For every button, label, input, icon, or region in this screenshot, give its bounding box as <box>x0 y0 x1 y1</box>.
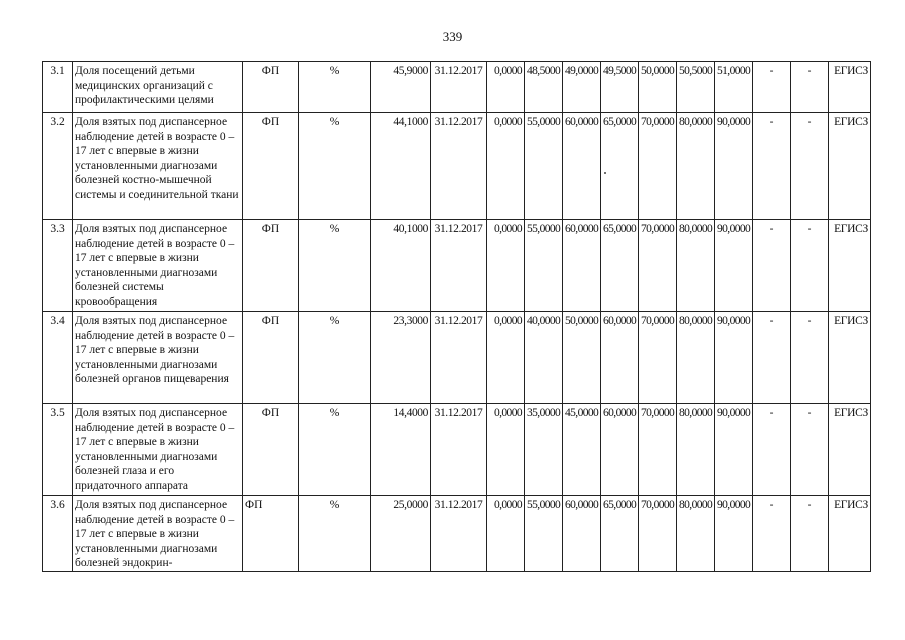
unit-of-measure: % <box>299 220 371 312</box>
data-source: ЕГИСЗ <box>829 312 871 404</box>
indicator-name: Доля взятых под диспансерное наблюдение детей в возрасте 0 – 17 лет с впервые в жизни установленными диагнозами болезней органов пищеварения <box>73 312 243 404</box>
period-value: 50,0000 <box>563 312 601 404</box>
empty-dash: - <box>753 312 791 404</box>
indicator-name: Доля взятых под диспансерное наблюдение детей в возрасте 0 – 17 лет с впервые в жизни установленными диагнозами болезней костно-мышечной системы и соединительной ткани <box>73 113 243 220</box>
period-value: 70,0000 <box>639 113 677 220</box>
period-value: 50,5000 <box>677 62 715 113</box>
period-value: 60,0000 <box>601 404 639 496</box>
period-value: 60,0000 <box>601 312 639 404</box>
period-value: 70,0000 <box>639 220 677 312</box>
indicator-type: ФП <box>243 496 299 572</box>
period-value: 48,5000 <box>525 62 563 113</box>
empty-dash: - <box>791 404 829 496</box>
data-source: ЕГИСЗ <box>829 496 871 572</box>
base-value: 40,1000 <box>371 220 431 312</box>
data-source: ЕГИСЗ <box>829 113 871 220</box>
table-row <box>43 113 871 220</box>
base-value: 44,1000 <box>371 113 431 220</box>
period-value: 80,0000 <box>677 312 715 404</box>
unit-of-measure: % <box>299 496 371 572</box>
empty-dash: - <box>753 113 791 220</box>
period-value: 65,0000 <box>601 220 639 312</box>
period-value: 70,0000 <box>639 312 677 404</box>
base-value: 45,9000 <box>371 62 431 113</box>
period-value: 90,0000 <box>715 312 753 404</box>
data-source: ЕГИСЗ <box>829 404 871 496</box>
table-row <box>43 220 871 312</box>
empty-dash: - <box>791 312 829 404</box>
table-row <box>43 62 871 113</box>
row-number: 3.4 <box>43 312 73 404</box>
row-number: 3.3 <box>43 220 73 312</box>
period-value: 90,0000 <box>715 496 753 572</box>
period-value: 80,0000 <box>677 113 715 220</box>
period-value: 0,0000 <box>487 404 525 496</box>
period-value: 0,0000 <box>487 496 525 572</box>
empty-dash: - <box>753 62 791 113</box>
period-value: 0,0000 <box>487 312 525 404</box>
period-value: 60,0000 <box>563 113 601 220</box>
indicator-type: ФП <box>243 113 299 220</box>
period-value: 35,0000 <box>525 404 563 496</box>
indicator-type: ФП <box>243 404 299 496</box>
table-row <box>43 496 871 572</box>
row-number: 3.2 <box>43 113 73 220</box>
period-value: 55,0000 <box>525 496 563 572</box>
period-value: 49,0000 <box>563 62 601 113</box>
period-value: 60,0000 <box>563 220 601 312</box>
base-value: 25,0000 <box>371 496 431 572</box>
period-value: 55,0000 <box>525 113 563 220</box>
period-value: 70,0000 <box>639 496 677 572</box>
base-value: 23,3000 <box>371 312 431 404</box>
base-date: 31.12.2017 <box>431 404 487 496</box>
period-value: 80,0000 <box>677 404 715 496</box>
base-value: 14,4000 <box>371 404 431 496</box>
period-value: 90,0000 <box>715 220 753 312</box>
data-source: ЕГИСЗ <box>829 220 871 312</box>
empty-dash: - <box>791 62 829 113</box>
indicator-name: Доля взятых под диспансерное наблюдение детей в возрасте 0 – 17 лет с впервые в жизни установленными диагнозами болезней глаза и его придаточного аппарата <box>73 404 243 496</box>
period-value: 51,0000 <box>715 62 753 113</box>
indicator-type: ФП <box>243 312 299 404</box>
period-value: 90,0000 <box>715 113 753 220</box>
period-value: 40,0000 <box>525 312 563 404</box>
empty-dash: - <box>753 220 791 312</box>
period-value: 45,0000 <box>563 404 601 496</box>
period-value: 80,0000 <box>677 496 715 572</box>
period-value: 0,0000 <box>487 62 525 113</box>
page-number: 339 <box>442 29 463 44</box>
base-date: 31.12.2017 <box>431 113 487 220</box>
unit-of-measure: % <box>299 62 371 113</box>
base-date: 31.12.2017 <box>431 62 487 113</box>
period-value: 90,0000 <box>715 404 753 496</box>
data-source: ЕГИСЗ <box>829 62 871 113</box>
period-value: 0,0000 <box>487 220 525 312</box>
unit-of-measure: % <box>299 404 371 496</box>
row-number: 3.5 <box>43 404 73 496</box>
empty-dash: - <box>753 404 791 496</box>
base-date: 31.12.2017 <box>431 220 487 312</box>
base-date: 31.12.2017 <box>431 312 487 404</box>
indicator-name: Доля взятых под диспансерное наблюдение детей в возрасте 0 – 17 лет с впервые в жизни установленными диагнозами болезней эндокрин- <box>73 496 243 572</box>
indicator-name: Доля посещений детьми медицинских организаций с профилактическими целями <box>73 62 243 113</box>
unit-of-measure: % <box>299 113 371 220</box>
indicators-table <box>42 61 871 572</box>
period-value: 50,0000 <box>639 62 677 113</box>
row-number: 3.6 <box>43 496 73 572</box>
indicator-name: Доля взятых под диспансерное наблюдение детей в возрасте 0 – 17 лет с впервые в жизни установленными диагнозами болезней системы кровообращения <box>73 220 243 312</box>
period-value: 49,5000 <box>601 62 639 113</box>
row-number: 3.1 <box>43 62 73 113</box>
period-value: 70,0000 <box>639 404 677 496</box>
scan-speck <box>604 172 606 174</box>
table-row <box>43 312 871 404</box>
indicator-type: ФП <box>243 220 299 312</box>
base-date: 31.12.2017 <box>431 496 487 572</box>
table-row <box>43 404 871 496</box>
unit-of-measure: % <box>299 312 371 404</box>
empty-dash: - <box>791 220 829 312</box>
period-value: 65,0000 <box>601 113 639 220</box>
period-value: 60,0000 <box>563 496 601 572</box>
period-value: 65,0000 <box>601 496 639 572</box>
period-value: 80,0000 <box>677 220 715 312</box>
empty-dash: - <box>791 113 829 220</box>
empty-dash: - <box>753 496 791 572</box>
period-value: 55,0000 <box>525 220 563 312</box>
period-value: 0,0000 <box>487 113 525 220</box>
indicator-type: ФП <box>243 62 299 113</box>
empty-dash: - <box>791 496 829 572</box>
